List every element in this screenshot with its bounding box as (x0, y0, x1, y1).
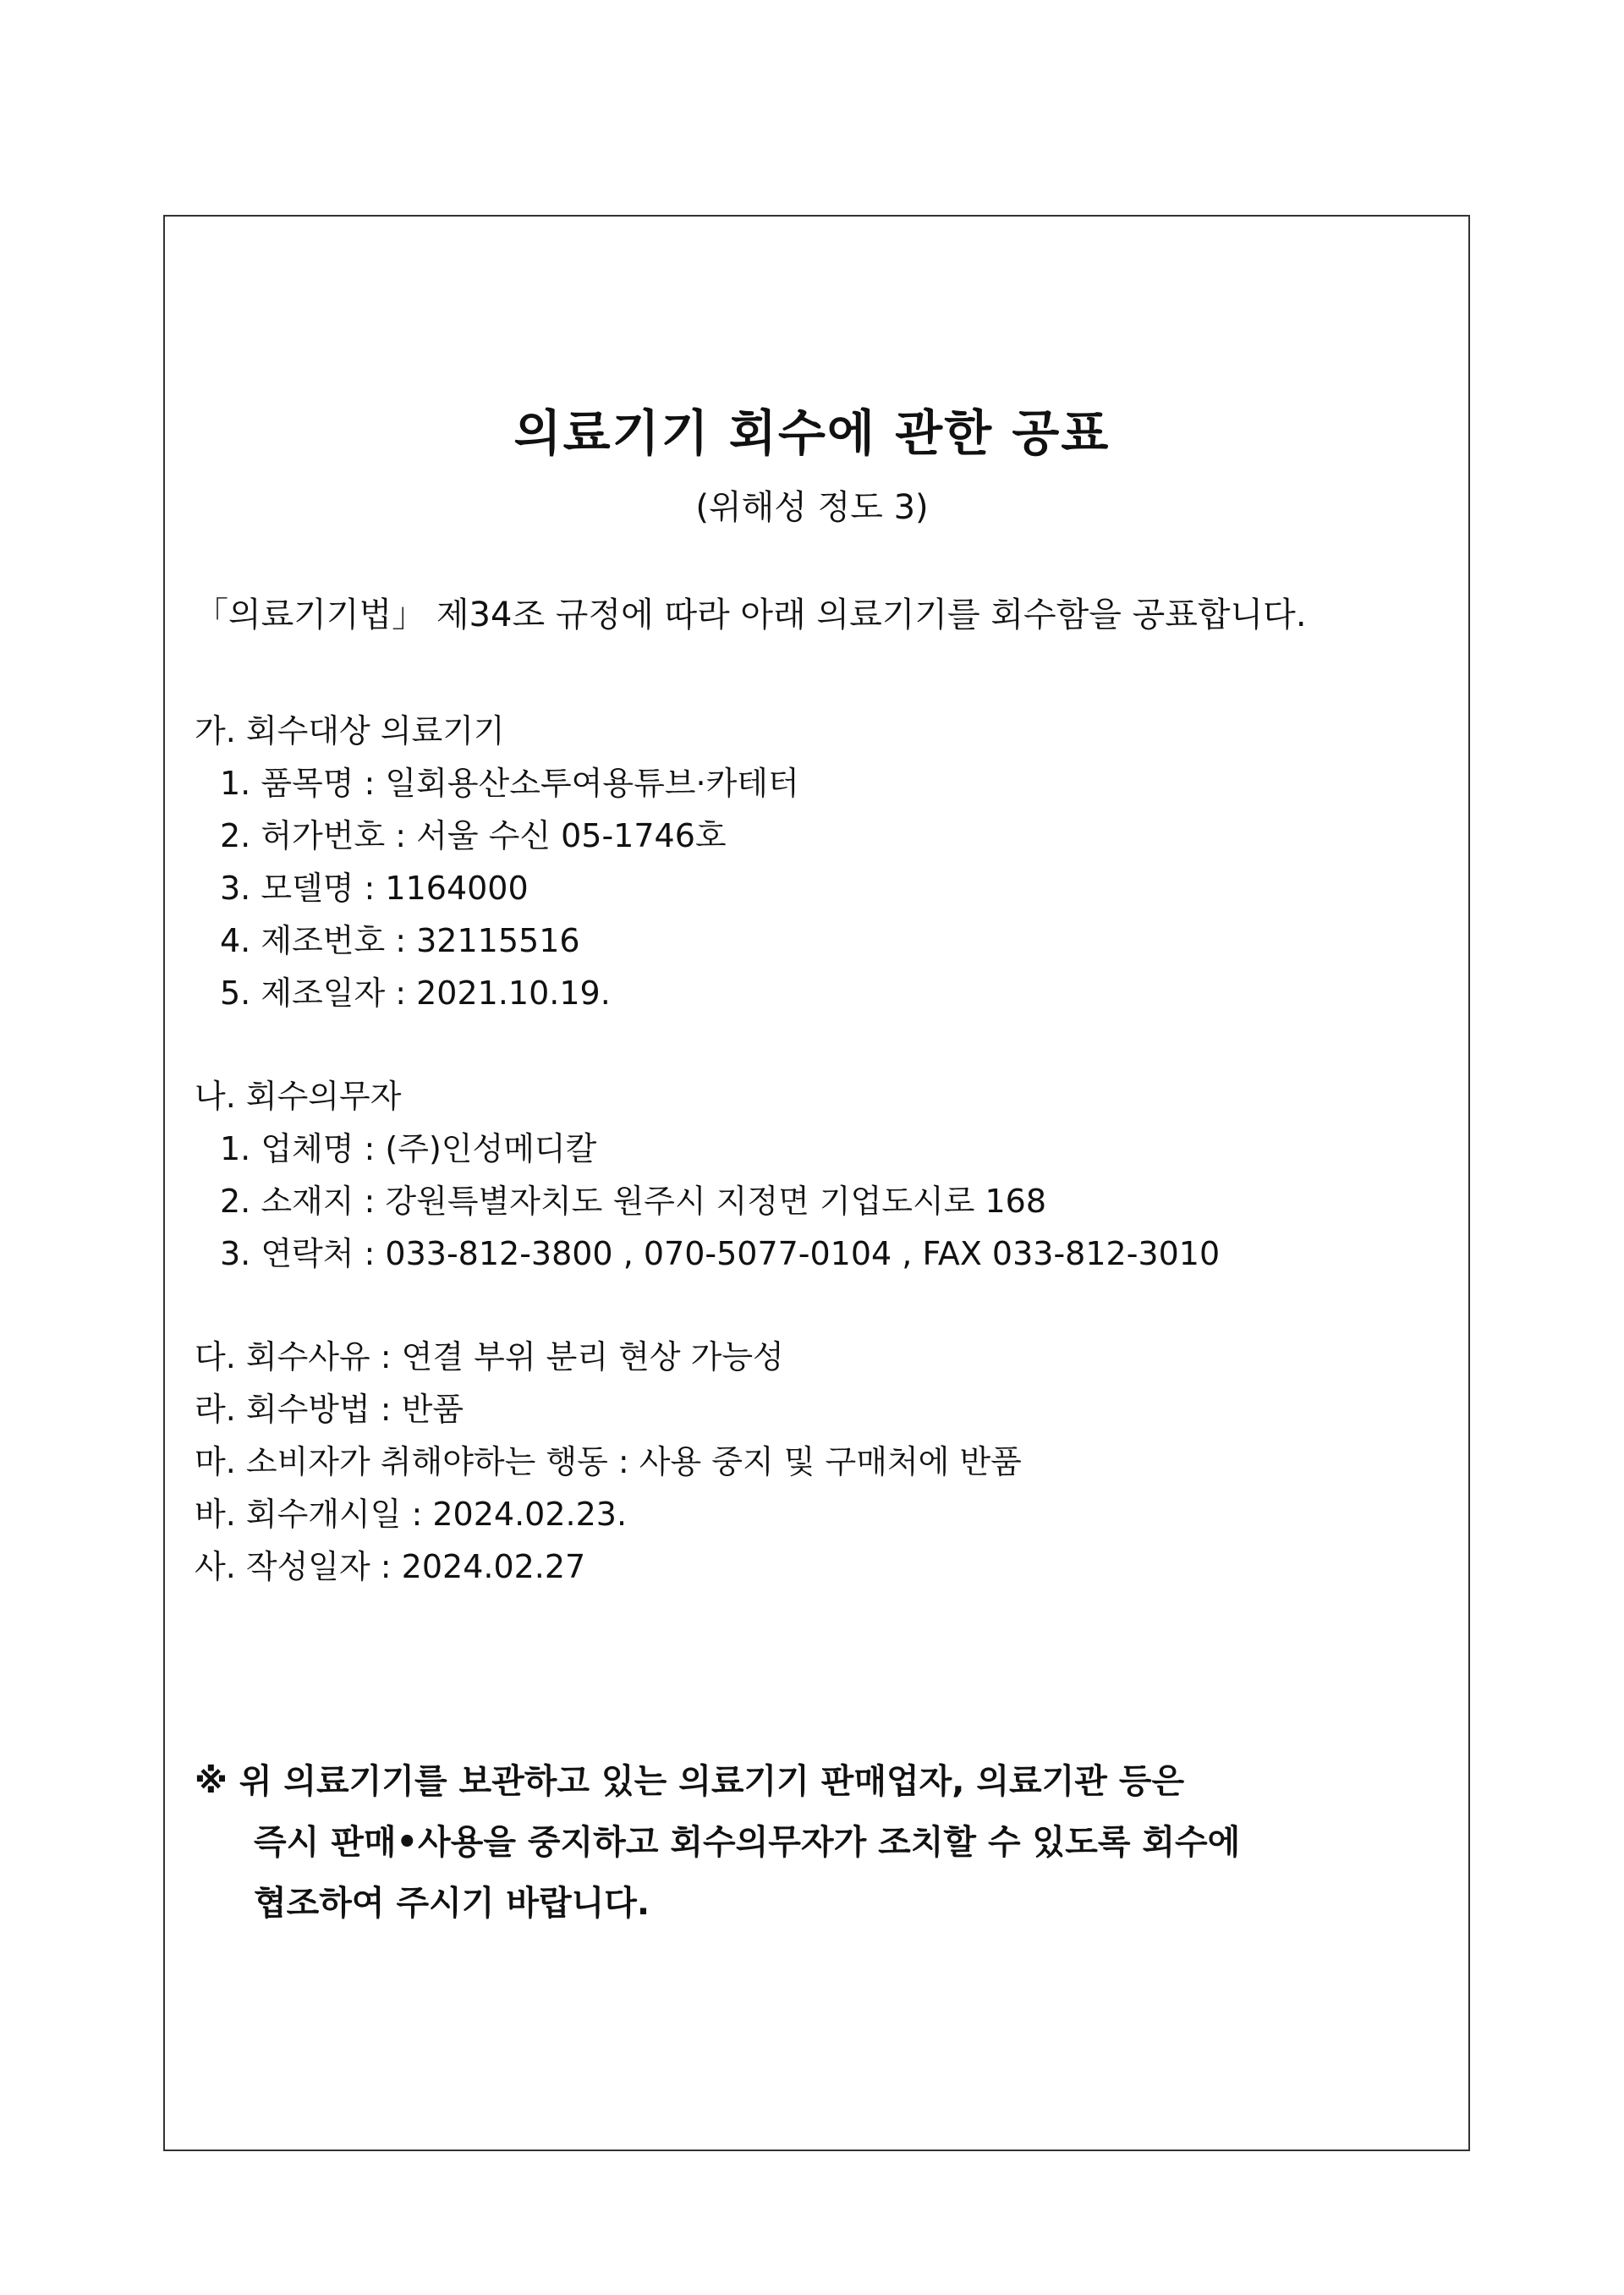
company-address: 2. 소재지 : 강원특별자치도 원주시 지정면 기업도시로 168 (220, 1183, 1047, 1220)
section-sa-written-date: 사. 작성일자 : 2024.02.27 (195, 1548, 586, 1585)
recall-item-lot-number: 4. 제조번호 : 32115516 (220, 922, 580, 959)
company-name: 1. 업체명 : (주)인성메디칼 (220, 1130, 597, 1167)
recall-item-manufacture-date: 5. 제조일자 : 2021.10.19. (220, 975, 611, 1012)
recall-item-model-name: 3. 모델명 : 1164000 (220, 870, 529, 907)
section-na-heading: 나. 회수의무자 (195, 1078, 402, 1115)
notice-line-2: 즉시 판매•사용을 중지하고 회수의무자가 조치할 수 있도록 회수에 (254, 1823, 1241, 1862)
section-ma-consumer-action: 마. 소비자가 취해야하는 행동 : 사용 중지 및 구매처에 반품 (195, 1443, 1022, 1480)
page-subtitle: (위해성 정도 3) (695, 488, 929, 527)
company-contact: 3. 연락처 : 033-812-3800 , 070-5077-0104 , FAX 033-812-3010 (220, 1235, 1221, 1272)
notice-line-1: ※ 위 의료기기를 보관하고 있는 의료기기 판매업자, 의료기관 등은 (195, 1762, 1185, 1801)
notice-line-3: 협조하여 주시기 바랍니다. (254, 1884, 650, 1923)
section-ga-heading: 가. 회수대상 의료기기 (195, 712, 505, 749)
section-ba-recall-start-date: 바. 회수개시일 : 2024.02.23. (195, 1496, 628, 1533)
section-da-recall-reason: 다. 회수사유 : 연결 부위 분리 현상 가능성 (195, 1338, 784, 1375)
intro-paragraph: 「의료기기법」 제34조 규정에 따라 아래 의료기기를 회수함을 공표합니다. (195, 596, 1307, 634)
page-title: 의료기기 회수에 관한 공표 (513, 404, 1111, 462)
recall-item-license-number: 2. 허가번호 : 서울 수신 05-1746호 (220, 817, 727, 854)
section-ra-recall-method: 라. 회수방법 : 반품 (195, 1391, 464, 1428)
recall-item-product-name: 1. 품목명 : 일회용산소투여용튜브·카테터 (220, 765, 799, 802)
